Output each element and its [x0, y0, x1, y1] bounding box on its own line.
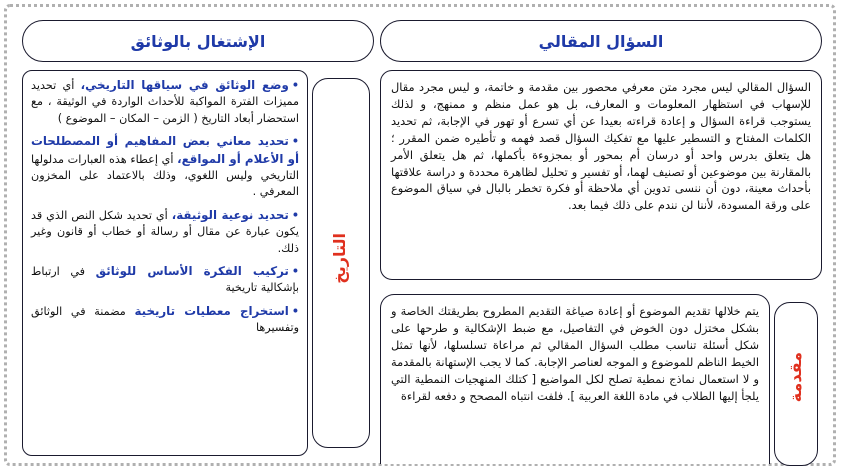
history-tab-label: التاريخ	[330, 233, 349, 284]
right-section-title: السؤال المقالي	[538, 31, 664, 51]
list-item: •تركيب الفكرة الأساس للوثائق في ارتباط بإشكالية تاريخية	[31, 264, 299, 295]
document-tasks-box	[22, 70, 308, 456]
list-item: •استخراج معطيات تاريخية مضمنة في الوثائق وتفسيرها	[31, 303, 299, 335]
left-section-header	[22, 20, 374, 62]
right-section-header	[380, 20, 822, 62]
item-title: تحديد نوعية الوثيقة،	[171, 207, 289, 222]
item-body: أي إعطاء هذه العبارات مدلولها التاريخي وليس اللغوي، وذلك بالاعتماد على المخزون المعرفي .	[31, 152, 299, 199]
intro-text: يتم خلالها تقديم الموضوع أو إعادة صياغة التقديم المطروح بطريقتك الخاصة و بشكل مختزل دون الخوض في التفاصيل، مع ضبط الإشكالية و طرحها على شكل أسئلة تناسب مطلب السؤال المقالي ثم مراعاة تسلسلها، لأنها تمثل الخيط الناظم للموضوع و الموجه لعناصر الإجابة. كما لا يجب الإستهانة بالمقدمة و لا استعمال نماذج نمطية تصلح لكل المواضيع [ كتلك المنهجيات النمطية التي يلجأ إليها الطلاب في مادة اللغة العربية ]. فلفت انتباه المصحح و دفعه لقراءة	[391, 304, 759, 403]
definition-box	[380, 70, 822, 280]
left-section-title: الإشتغال بالوثائق	[130, 31, 266, 51]
item-body: مضمنة في الوثائق وتفسيرها	[31, 304, 299, 335]
definition-text: السؤال المقالي ليس مجرد متن معرفي محصور بين مقدمة و خاتمة، و ليس مجرد مقال للإسهاب في استظهار المعلومات و المعارف، بل هو عمل منظم و ممنهج، و لذلك يستوجب قراءة السؤال و إعادة قراءته بعيدا عن أي تسرع أو تهور في الإجابة، ثم تحديد الكلمات المفتاح و التسطير عليها مع تفكيك السؤال قصد فهمه و تأطيره ضمن المقرر ؛ هل يتعلق بدرس واحد أو درسان أم بمحور أو بمجزوءة بأكملها، ثم هل يتعلق الأمر بالمقارنة بين موضوعين أو تصنيف لهما، أو تفسير و تحليل لظاهرة محددة و دراسة علاقتها بأحداث معينة، دون أن ننسى تدوين أي ملاحظة أو فكرة تخطر بالبال في سياق الموضوع على ورقة المسودة، لأننا لن نندم على ذلك فيما بعد.	[391, 80, 811, 213]
intro-tab-label: مقدمة	[786, 352, 805, 403]
item-body: في ارتباط بإشكالية تاريخية	[31, 265, 299, 295]
item-title: وضع الوثائق في سياقها التاريخي،	[80, 78, 289, 92]
item-body: أي تحديد مميزات الفترة المواكبة للأحداث الواردة في الوثيقة ، مع استحضار أبعاد التاريخ ( الزمن – المكان – الموضوع )	[31, 79, 299, 125]
item-title: استخراج معطيات تاريخية	[134, 303, 289, 318]
list-item: •وضع الوثائق في سياقها التاريخي، أي تحديد مميزات الفترة المواكبة للأحداث الواردة في الوثيقة ، مع استحضار أبعاد التاريخ ( الزمن – المكان – الموضوع )	[31, 78, 299, 125]
list-item: •تحديد نوعية الوثيقة، أي تحديد شكل النص الذي قد يكون عبارة عن مقال أو رسالة أو خطاب أو قانون وغير ذلك.	[31, 207, 299, 255]
list-item: •تحديد معاني بعض المفاهيم أو المصطلحات أو الأعلام أو المواقع، أي إعطاء هذه العبارات مدلولها التاريخي وليس اللغوي، وذلك بالاعتماد على المخزون المعرفي .	[31, 134, 299, 199]
item-title: تركيب الفكرة الأساس للوثائق	[95, 264, 289, 279]
intro-box	[380, 294, 770, 464]
item-title: تحديد معاني بعض المفاهيم أو المصطلحات أو الأعلام أو المواقع،	[31, 134, 299, 166]
item-body: أي تحديد شكل النص الذي قد يكون عبارة عن مقال أو رسالة أو خطاب أو قانون وغير ذلك.	[31, 208, 299, 255]
